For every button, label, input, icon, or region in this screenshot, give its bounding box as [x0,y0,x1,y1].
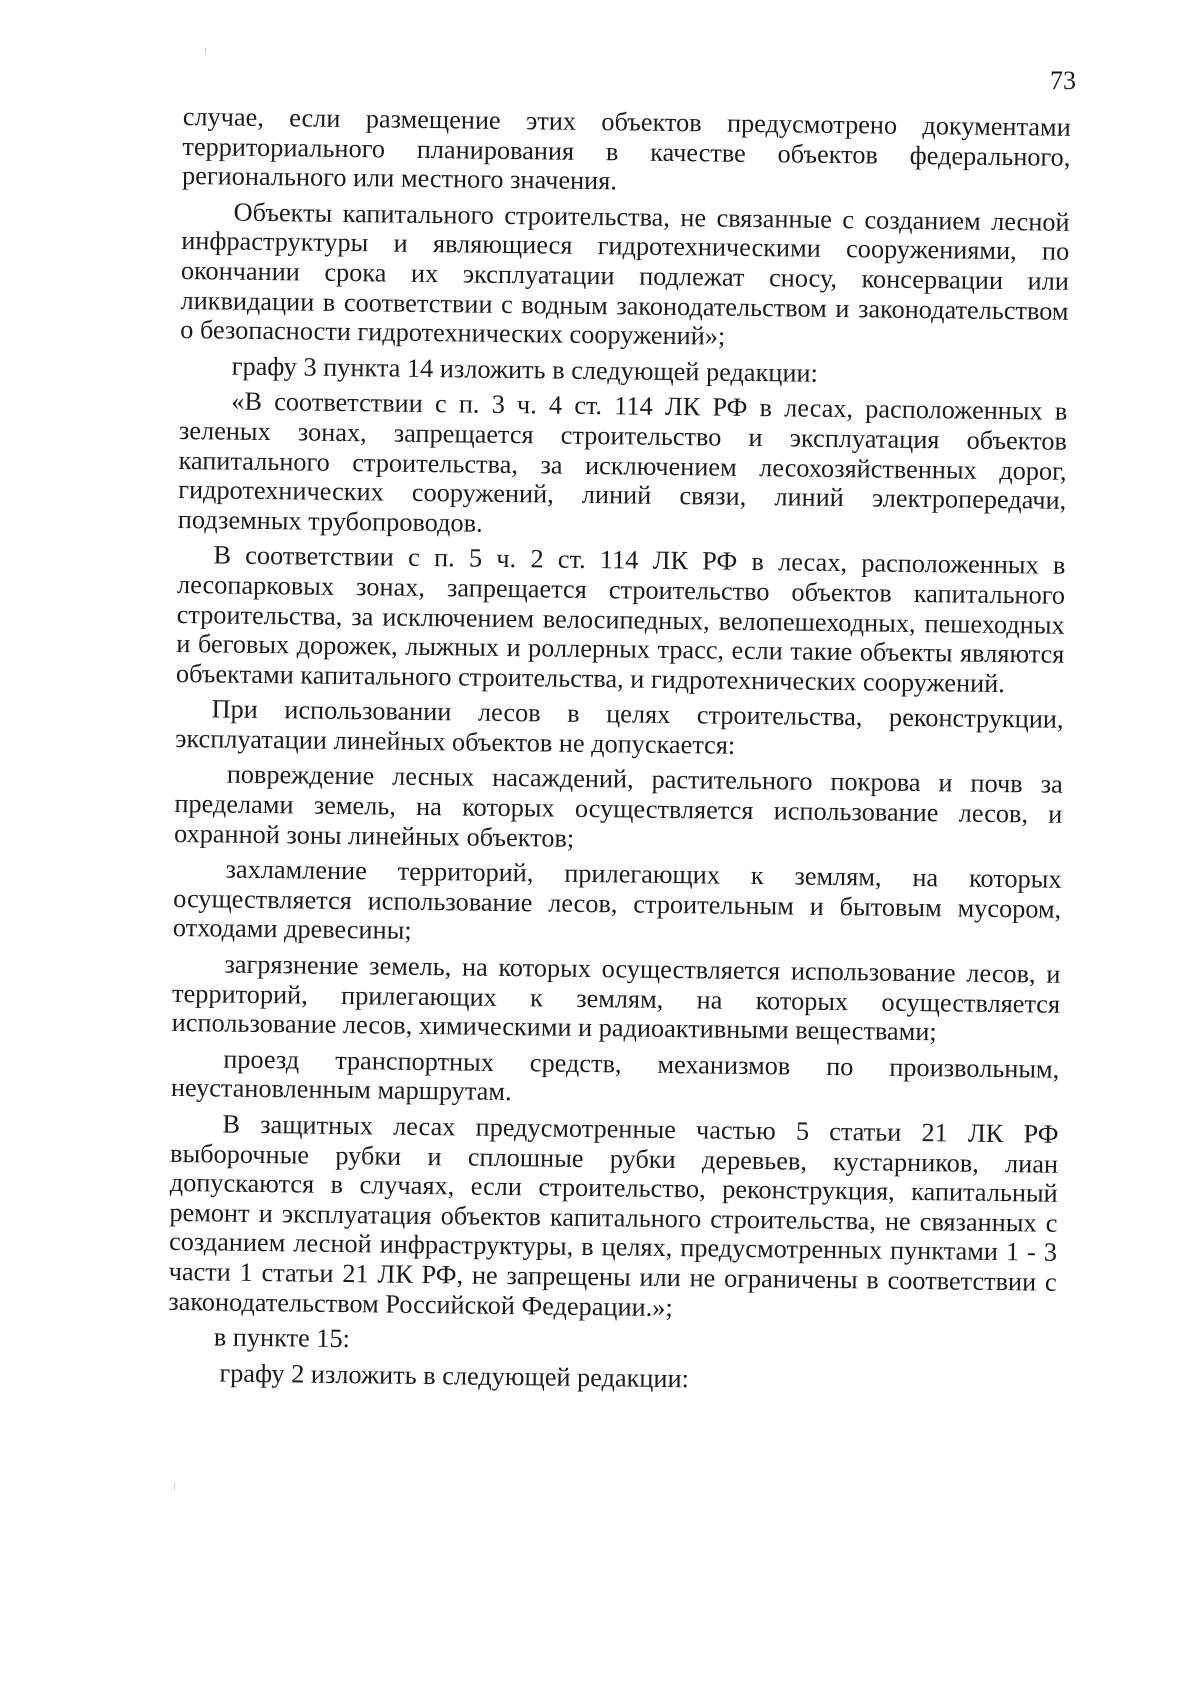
paragraph: случае, если размещение этих объектов предусмотрено документами территориального планирования в качестве объектов федерального, регионального или местного значения. [181,102,1071,196]
margin-mark-bottom [174,1482,175,1490]
paragraph: При использовании лесов в целях строительства, реконструкции, эксплуатации линейных объектов не допускается: [175,694,1064,760]
paragraph: графу 3 пункта 14 изложить в следующей редакции: [231,351,819,388]
paragraph: захламление территорий, прилегающих к землям, на которых осуществляется использование лесов, строительным и бытовым мусором, отходами древесины; [172,854,1062,946]
paragraph: проезд транспортных средств, механизмов по произвольным, неустановленным маршрутам. [170,1044,1060,1107]
paragraph: загрязнение земель, на которых осуществляется использование лесов, и территорий, прилегающих к землям, на которых осуществляется использование лесов, химическими и радиоактивными веществами; [171,949,1061,1047]
paragraph: В защитных лесах предусмотренные частью 5 статьи 21 ЛК РФ выборочные рубки и сплошные рубки деревьев, кустарников, лиан допускаются в случаях, если строительство, реконструкция, капитальный ремонт и эксплуатация объектов капитального строительства, не связанных с созданием лесной инфраструктуры, в целях, предусмотренных пунктами 1 - 3 части 1 статьи 21 ЛК РФ, не запрещены или не ограничены в соответствии с законодательством Российской Федерации.»; [168,1109,1059,1322]
document-body [167,102,1071,1404]
paragraph: повреждение лесных насаждений, растительного покрова и почв за пределами земель, на которых осуществляется использование лесов, и охранной зоны линейных объектов; [173,760,1063,853]
paragraph: Объекты капитального строительства, не связанные с созданием лесной инфраструктуры и являющиеся гидротехническими сооружениями, по окончании срока их эксплуатации подлежат сносу, консервации или ликвидации в соответствии с водным законодательством и законодательством о безопасности гидротехнических сооружений»; [180,197,1070,351]
page-number: 73 [1050,66,1076,95]
paragraph: в пункте 15: [213,1322,351,1354]
paragraph: графу 2 изложить в следующей редакции: [219,1358,690,1394]
paragraph: В соответствии с п. 5 ч. 2 ст. 114 ЛК РФ в лесах, расположенных в лесопарковых зонах, запрещается строительство объектов капитального строительства, за исключением велосипедных, велопешеходных, пешеходных и беговых дорожек, лыжных и роллерных трасс, если такие объекты являются объектами капитального строительства, и гидротехнических сооружений. [175,540,1066,698]
margin-mark-top [205,48,206,54]
paragraph: «В соответствии с п. 3 ч. 4 ст. 114 ЛК РФ в лесах, расположенных в зеленых зонах, запрещается строительство и эксплуатация объектов капитального строительства, за исключением лесохозяйственных дорог, гидротехнических сооружений, линий связи, линий электропередачи, подземных трубопроводов. [177,386,1068,538]
